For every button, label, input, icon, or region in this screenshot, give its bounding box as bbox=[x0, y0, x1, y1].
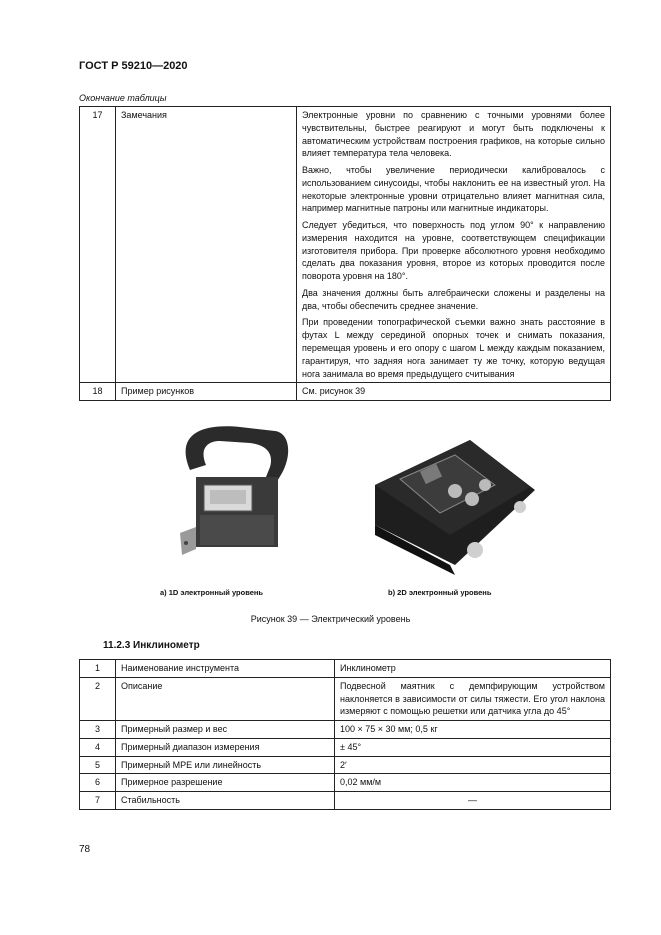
row-value: Подвесной маятник с демпфирующим устройством наклоняется в зависимости от силы тяжести. Его угол наклона измеряют с помощью решетки или датчика угла до 45° bbox=[335, 677, 611, 720]
row-label: Примерный размер и вес bbox=[116, 721, 335, 739]
inclinometer-table bbox=[79, 659, 611, 810]
table-row bbox=[80, 738, 611, 756]
row-number: 1 bbox=[80, 660, 116, 678]
figure-caption: Рисунок 39 — Электрический уровень bbox=[250, 614, 411, 624]
document-header: ГОСТ Р 59210—2020 bbox=[79, 60, 188, 72]
table-row bbox=[80, 756, 611, 774]
row-label: Пример рисунков bbox=[116, 383, 297, 401]
row-number: 4 bbox=[80, 738, 116, 756]
remark-paragraph: Следует убедиться, что поверхность под углом 90° к направлению измерения находится на уровне, соответствующем спецификации изготовителя прибора. При проверке абсолютного уровня необходимо сделать два показания уровня, второе из которых проводится после поворота уровня на 180°. bbox=[302, 220, 605, 282]
remark-paragraph: Важно, чтобы увеличение периодически калибровалось с использованием синусоиды, чтобы наклонить ее на известный угол. На некоторые электронные уровни отрицательно влияет магнитная сила, например магнитные патроны или магнитные индикаторы. bbox=[302, 165, 605, 214]
table-row bbox=[80, 792, 611, 810]
row-label: Замечания bbox=[116, 107, 297, 383]
row-label: Примерное разрешение bbox=[116, 774, 335, 792]
row-value: Инклинометр bbox=[335, 660, 611, 678]
electronic-level-2d-image bbox=[375, 440, 535, 575]
figure-39-images bbox=[0, 415, 661, 590]
row-label: Примерный MPE или линейность bbox=[116, 756, 335, 774]
electronic-level-1d-image bbox=[180, 426, 288, 555]
table-continuation-caption: Окончание таблицы bbox=[79, 93, 167, 103]
row-value: 2′ bbox=[335, 756, 611, 774]
row-label: Описание bbox=[116, 677, 335, 720]
row-number: 5 bbox=[80, 756, 116, 774]
page-number: 78 bbox=[79, 844, 91, 855]
subcaption-b: b) 2D электронный уровень bbox=[388, 588, 492, 597]
row-value bbox=[297, 107, 611, 383]
row-number: 3 bbox=[80, 721, 116, 739]
row-value: — bbox=[335, 792, 611, 810]
row-number: 6 bbox=[80, 774, 116, 792]
table-row bbox=[80, 383, 611, 401]
remark-paragraph: При проведении топографической съемки важно знать расстояние в футах L между серединой опорных точек и снимать показания, перемещая уровень и его опору с шагом L между каждым показанием, гарантируя, что задняя нога занимает ту же точку, которую ведущая нога занимала во время предыдущего считывания bbox=[302, 317, 605, 379]
table-row bbox=[80, 677, 611, 720]
row-number: 17 bbox=[80, 107, 116, 383]
row-label: Примерный диапазон измерения bbox=[116, 738, 335, 756]
row-number: 7 bbox=[80, 792, 116, 810]
table-row bbox=[80, 660, 611, 678]
row-value: ± 45° bbox=[335, 738, 611, 756]
remark-paragraph: Электронные уровни по сравнению с точными уровнями более чувствительны, быстрее реагируют и могут быть подключены к автоматическим устройствам построения графиков, на которые сильно влияет температура тела человека. bbox=[302, 110, 605, 159]
row-number: 18 bbox=[80, 383, 116, 401]
row-number: 2 bbox=[80, 677, 116, 720]
section-title: 11.2.3 Инклинометр bbox=[103, 640, 200, 651]
table-row bbox=[80, 721, 611, 739]
row-label: Наименование инструмента bbox=[116, 660, 335, 678]
remark-paragraph: Два значения должны быть алгебраически сложены и разделены на два, чтобы обеспечить среднее значение. bbox=[302, 287, 605, 311]
specs-table-end bbox=[79, 106, 611, 401]
row-value: 100 × 75 × 30 мм; 0,5 кг bbox=[335, 721, 611, 739]
row-value: 0,02 мм/м bbox=[335, 774, 611, 792]
subcaption-a: а) 1D электронный уровень bbox=[160, 588, 264, 597]
table-row bbox=[80, 107, 611, 383]
row-label: Стабильность bbox=[116, 792, 335, 810]
row-value: См. рисунок 39 bbox=[297, 383, 611, 401]
table-row bbox=[80, 774, 611, 792]
